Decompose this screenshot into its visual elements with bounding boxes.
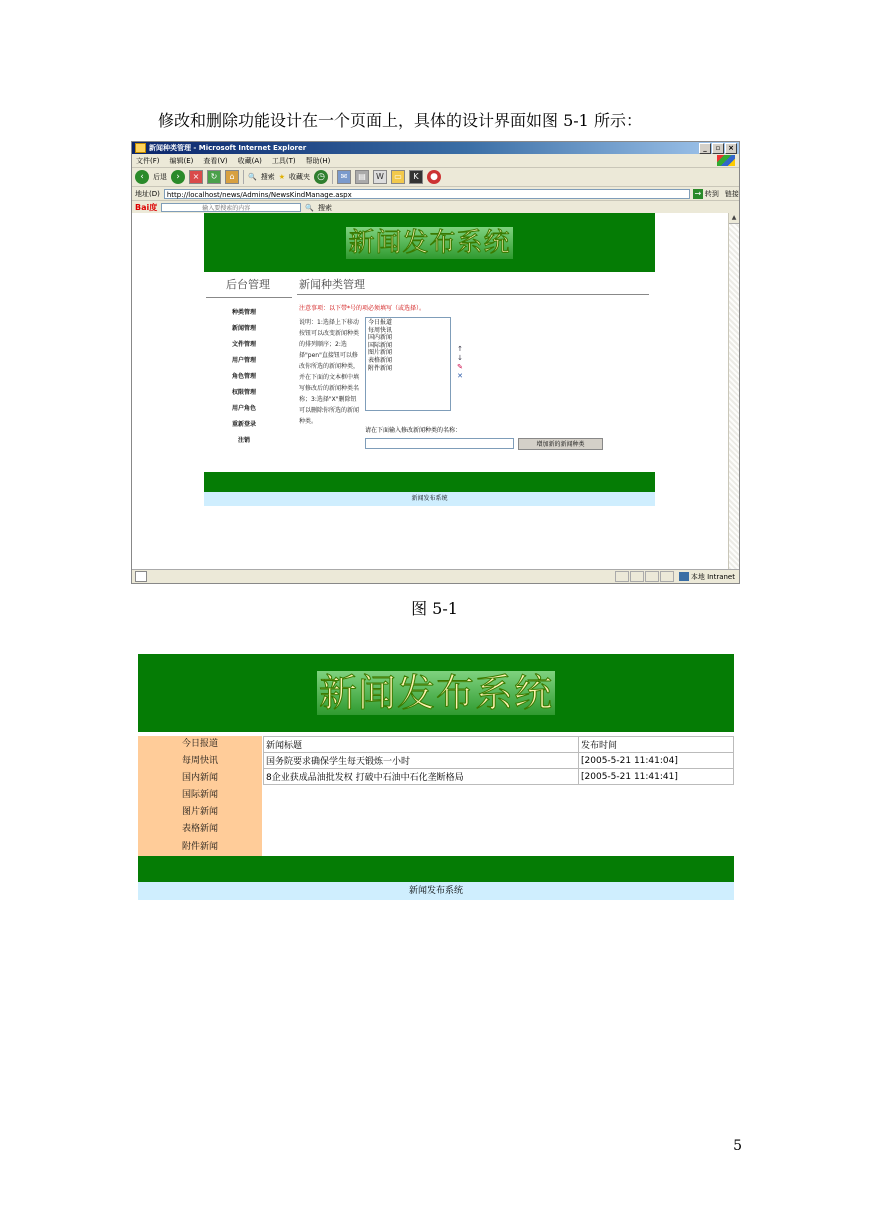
edit-icon[interactable]: W [373, 170, 387, 184]
page-content [132, 213, 729, 569]
status-bar [132, 569, 739, 583]
sidebar-item-user-roles[interactable]: 用户角色 [232, 405, 257, 412]
standard-toolbar [132, 168, 739, 187]
category-sidebar [138, 736, 262, 856]
zone-label: 本地 Intranet [690, 572, 735, 581]
news-frontpage-screenshot [138, 654, 734, 900]
table-row [264, 753, 734, 769]
list-item[interactable]: 附件新闻 [368, 364, 393, 372]
list-action-icons [455, 345, 465, 381]
category-name-input[interactable] [365, 438, 514, 449]
menu-tools[interactable]: 工具(T) [271, 156, 296, 165]
menu-edit[interactable]: 编辑(E) [169, 156, 194, 165]
rename-prompt: 请在下面输入修改新闻种类的名称： [365, 427, 462, 434]
media-icon[interactable]: ● [427, 170, 441, 184]
footer-text: 新闻发布系统 [204, 492, 655, 506]
admin-sidebar [232, 305, 272, 449]
history-icon[interactable]: ◷ [314, 170, 328, 184]
divider [206, 297, 292, 298]
add-category-button[interactable]: 增加新的新闻种类 [518, 438, 603, 450]
toolbar-separator [332, 170, 333, 184]
column-header-time: 发布时间 [579, 737, 734, 753]
sidebar-item-international[interactable]: 国际新闻 [181, 790, 218, 801]
site-banner [204, 213, 655, 272]
search-label[interactable]: 搜索 [260, 173, 275, 181]
ie-logo-icon [135, 143, 146, 153]
list-item[interactable]: 每周快讯 [368, 326, 393, 334]
figure-caption: 图 5-1 [411, 599, 458, 618]
address-bar [132, 187, 739, 201]
home-icon[interactable]: ⌂ [225, 170, 239, 184]
list-item[interactable]: 国内新闻 [368, 334, 393, 342]
intro-paragraph: 修改和删除功能设计在一个页面上，具体的设计界面如图 5-1 所示： [158, 111, 642, 130]
baidu-search-icon[interactable]: 🔍 [305, 203, 314, 212]
browser-title-bar [132, 142, 739, 154]
back-icon[interactable]: ‹ [135, 170, 149, 184]
menu-help[interactable]: 帮助(H) [305, 156, 331, 165]
go-label: 转到 [704, 189, 719, 198]
vertical-scrollbar[interactable] [728, 213, 739, 569]
sidebar-item-files[interactable]: 文件管理 [232, 341, 257, 348]
favorites-star-icon[interactable]: ★ [278, 173, 285, 181]
go-arrow-icon: → [694, 188, 702, 198]
news-table [263, 736, 734, 785]
sidebar-item-relogin[interactable]: 重新登录 [232, 421, 257, 428]
sidebar-item-domestic[interactable]: 国内新闻 [181, 773, 218, 784]
address-input[interactable]: http://localhost/news/Admins/NewsKindManage.aspx [164, 189, 690, 199]
status-cell [615, 571, 629, 582]
footer-text: 新闻发布系统 [138, 882, 734, 900]
sidebar-item-tables[interactable]: 表格新闻 [181, 824, 218, 835]
go-button[interactable] [693, 189, 719, 199]
page-number: 5 [733, 1138, 742, 1154]
list-item[interactable]: 国际新闻 [368, 341, 393, 349]
menu-favorites[interactable]: 收藏(A) [237, 156, 262, 165]
search-icon[interactable]: 🔍 [248, 173, 257, 181]
menu-bar [132, 154, 739, 168]
footer-bar [204, 472, 655, 492]
windows-logo-icon [717, 155, 735, 166]
table-header-row [264, 737, 734, 753]
status-cell [630, 571, 644, 582]
list-item[interactable]: 今日报道 [368, 319, 393, 326]
news-time: [2005-5-21 11:41:04] [579, 753, 734, 769]
sidebar-item-pictures[interactable]: 图片新闻 [181, 807, 218, 818]
list-item[interactable]: 表格新闻 [368, 356, 393, 364]
section-title: 新闻种类管理 [299, 278, 365, 291]
site-title: 新闻发布系统 [318, 671, 553, 715]
sidebar-item-roles[interactable]: 角色管理 [232, 373, 257, 380]
baidu-search-input[interactable]: 输入要搜索的内容 [161, 203, 301, 212]
news-time: [2005-5-21 11:41:41] [579, 769, 734, 785]
minimize-button[interactable]: _ [699, 143, 711, 154]
address-label: 地址(D) [135, 189, 160, 198]
status-cell [660, 571, 674, 582]
baidu-search-button[interactable]: 搜索 [317, 203, 332, 212]
site-title: 新闻发布系统 [348, 227, 511, 258]
sidebar-item-kinds[interactable]: 种类管理 [232, 309, 257, 316]
sidebar-item-today[interactable]: 今日报道 [181, 739, 218, 749]
delete-icon[interactable]: ✕ [457, 372, 463, 380]
scroll-up-icon[interactable]: ▲ [729, 213, 739, 224]
site-banner [138, 654, 734, 732]
divider [297, 294, 649, 295]
required-note: 注意事项：以下带*号的项必须填写（或选择）。 [299, 305, 426, 312]
move-down-icon[interactable]: ↓ [457, 354, 463, 362]
intranet-icon [679, 572, 689, 581]
list-item[interactable]: 图片新闻 [368, 349, 393, 357]
sidebar-item-attachments[interactable]: 附件新闻 [181, 841, 218, 852]
news-title-link[interactable]: 国务院要求确保学生每天锻炼一小时 [264, 753, 579, 769]
baidu-logo: Bai度 [135, 203, 158, 212]
stop-icon[interactable]: × [189, 170, 203, 184]
refresh-icon[interactable]: ↻ [207, 170, 221, 184]
instructions-text: 说明：1:选择上下移动按钮可以改变新闻种类的排列顺序；2:选择"pen"直接钮可以修改你所选的新闻种类，并在下面的文本框中填写修改后的新闻种类名称；3:选择"X"删除钮可以删除你所选的新闻种类。 [299, 319, 360, 425]
messenger-icon[interactable]: K [409, 170, 423, 184]
page-status-icon [135, 571, 147, 582]
sidebar-item-weekly[interactable]: 每周快讯 [181, 756, 218, 767]
admin-panel-title: 后台管理 [226, 278, 270, 291]
column-header-title: 新闻标题 [264, 737, 579, 753]
security-zone [679, 572, 735, 582]
mail-icon[interactable]: ✉ [337, 170, 351, 184]
back-label[interactable]: 后退 [153, 173, 167, 181]
sidebar-item-users[interactable]: 用户管理 [232, 357, 257, 364]
sidebar-item-permissions[interactable]: 权限管理 [232, 389, 257, 396]
move-up-icon[interactable]: ↑ [457, 345, 463, 353]
folder-icon[interactable]: ▭ [391, 170, 405, 184]
print-icon[interactable]: ▤ [355, 170, 369, 184]
menu-file[interactable]: 文件(F) [136, 156, 160, 165]
close-button[interactable]: × [725, 143, 737, 154]
status-cell [645, 571, 659, 582]
table-row [264, 769, 734, 785]
news-title-link[interactable]: 8企业获成品油批发权 打破中石油中石化垄断格局 [264, 769, 579, 785]
menu-view[interactable]: 查看(V) [203, 156, 228, 165]
sidebar-item-news[interactable]: 新闻管理 [232, 325, 257, 332]
toolbar-separator [243, 170, 244, 184]
browser-window-screenshot [131, 141, 740, 584]
footer-bar [138, 856, 734, 882]
forward-icon[interactable]: › [171, 170, 185, 184]
pen-edit-icon[interactable]: ✎ [457, 363, 463, 371]
links-label[interactable]: 链接 [724, 189, 739, 198]
sidebar-item-logout[interactable]: 注销 [238, 437, 251, 444]
favorites-label[interactable]: 收藏夹 [289, 173, 310, 181]
browser-title: 新闻种类管理 - Microsoft Internet Explorer [149, 144, 307, 152]
maximize-button[interactable]: ▫ [712, 143, 724, 154]
category-listbox[interactable] [365, 317, 451, 411]
